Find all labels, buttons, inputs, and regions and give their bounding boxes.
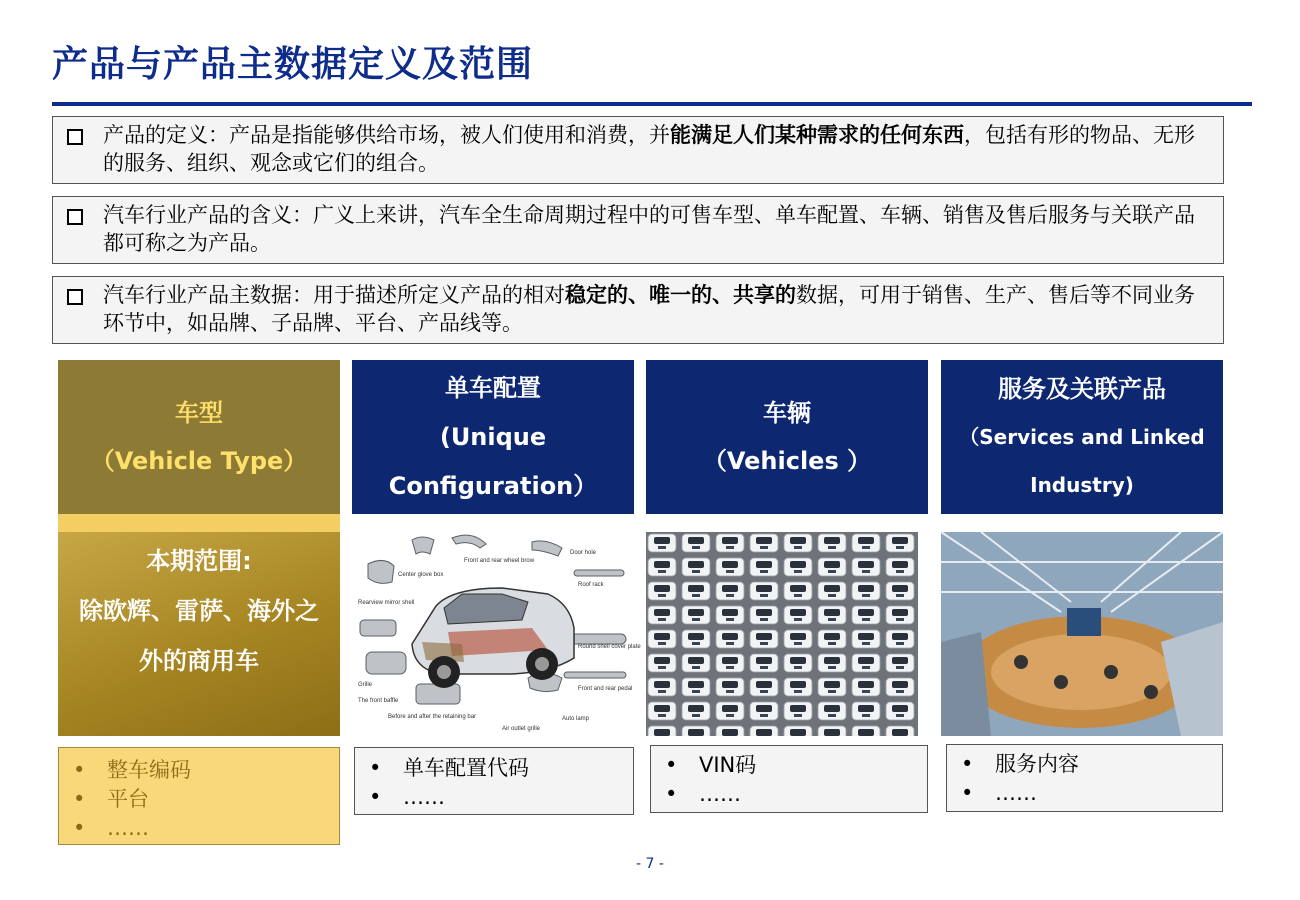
car-parts-illustration (352, 532, 641, 736)
list-item: • …… (355, 783, 633, 812)
definition-box-product (52, 116, 1224, 184)
definition-bold: 能满足人们某种需求的任何东西 (670, 123, 964, 147)
definition-text-rest: 数据，可用于销售、生产、售后等不同业务环节中，如品牌、子品牌、平台、产品线等。 (103, 283, 1195, 335)
list-item: • VIN码 (651, 751, 927, 780)
showroom-illustration (941, 532, 1223, 736)
header-title: 服务及关联产品 (998, 375, 1166, 403)
list-item: • 服务内容 (947, 750, 1222, 779)
vehicles-image (646, 532, 918, 736)
list-vehicles (650, 745, 928, 813)
part-label: Door hole (570, 550, 597, 556)
page-title: 产品与产品主数据定义及范围 (52, 44, 534, 85)
header-vehicles (646, 360, 928, 514)
car-parts-image (352, 532, 641, 736)
page-number: - 7 - (636, 856, 664, 872)
definition-box-auto-product (52, 196, 1224, 264)
part-label: Round shell cover plate (578, 644, 641, 650)
gold-strip (58, 514, 340, 532)
part-label: Auto lamp (562, 716, 590, 722)
part-label: Roof rack (578, 582, 604, 588)
list-item: • 整车编码 (59, 756, 339, 785)
header-subtitle: （Vehicle Type） (90, 447, 308, 475)
part-label: Before and after the retaining bar (388, 714, 477, 720)
header-subtitle-2: Configuration） (388, 471, 598, 500)
list-item: • 单车配置代码 (355, 754, 633, 783)
header-title: 单车配置 (445, 373, 541, 402)
header-title: 车辆 (763, 399, 811, 427)
scope-line: 除欧辉、雷萨、海外之 (79, 597, 319, 625)
header-subtitle: （Services and Linked (959, 425, 1205, 449)
definition-text: 汽车行业产品的含义：广义上来讲，汽车全生命周期过程中的可售车型、单车配置、车辆、销售及售后服务与关联产品都可称之为产品。 (103, 203, 1195, 255)
list-services (946, 744, 1223, 812)
scope-line: 本期范围: (146, 547, 252, 575)
header-unique-configuration (352, 360, 634, 514)
header-subtitle: （Vehicles ） (702, 447, 872, 475)
vehicles-parking-illustration (646, 532, 918, 736)
part-label: Front and rear pedal (578, 686, 633, 692)
checkbox-square-icon (67, 129, 83, 145)
list-item: • …… (947, 779, 1222, 808)
scope-panel (58, 532, 340, 736)
header-services (941, 360, 1223, 514)
list-item: • …… (59, 814, 339, 843)
title-underline (52, 102, 1252, 106)
definition-text: 汽车行业产品主数据：用于描述所定义产品的相对 (103, 283, 565, 307)
checkbox-square-icon (67, 209, 83, 225)
part-label: The front baffle (358, 698, 399, 704)
part-label: Center glove box (398, 572, 444, 578)
definition-text-rest: ，包括有形的物品、无形的服务、组织、观念或它们的组合。 (103, 123, 1195, 175)
part-label: Air outlet grille (502, 726, 541, 732)
definition-text: 产品的定义：产品是指能够供给市场，被人们使用和消费，并 (103, 123, 670, 147)
list-item: • 平台 (59, 785, 339, 814)
list-item: • …… (651, 780, 927, 809)
header-subtitle-2: Industry) (1030, 473, 1134, 497)
definition-box-master-data (52, 276, 1224, 344)
header-subtitle: (Unique (439, 422, 547, 451)
showroom-image (941, 532, 1223, 736)
part-label: Rearview mirror shell (358, 600, 415, 606)
header-title: 车型 (175, 399, 223, 427)
part-label: Front and rear wheel brow (464, 558, 535, 564)
definition-bold: 稳定的、唯一的、共享的 (565, 283, 796, 307)
list-unique-configuration (354, 747, 634, 815)
header-vehicle-type (58, 360, 340, 514)
part-label: Grille (358, 682, 373, 688)
checkbox-square-icon (67, 289, 83, 305)
list-vehicle-type (58, 747, 340, 845)
scope-line: 外的商用车 (139, 647, 259, 675)
